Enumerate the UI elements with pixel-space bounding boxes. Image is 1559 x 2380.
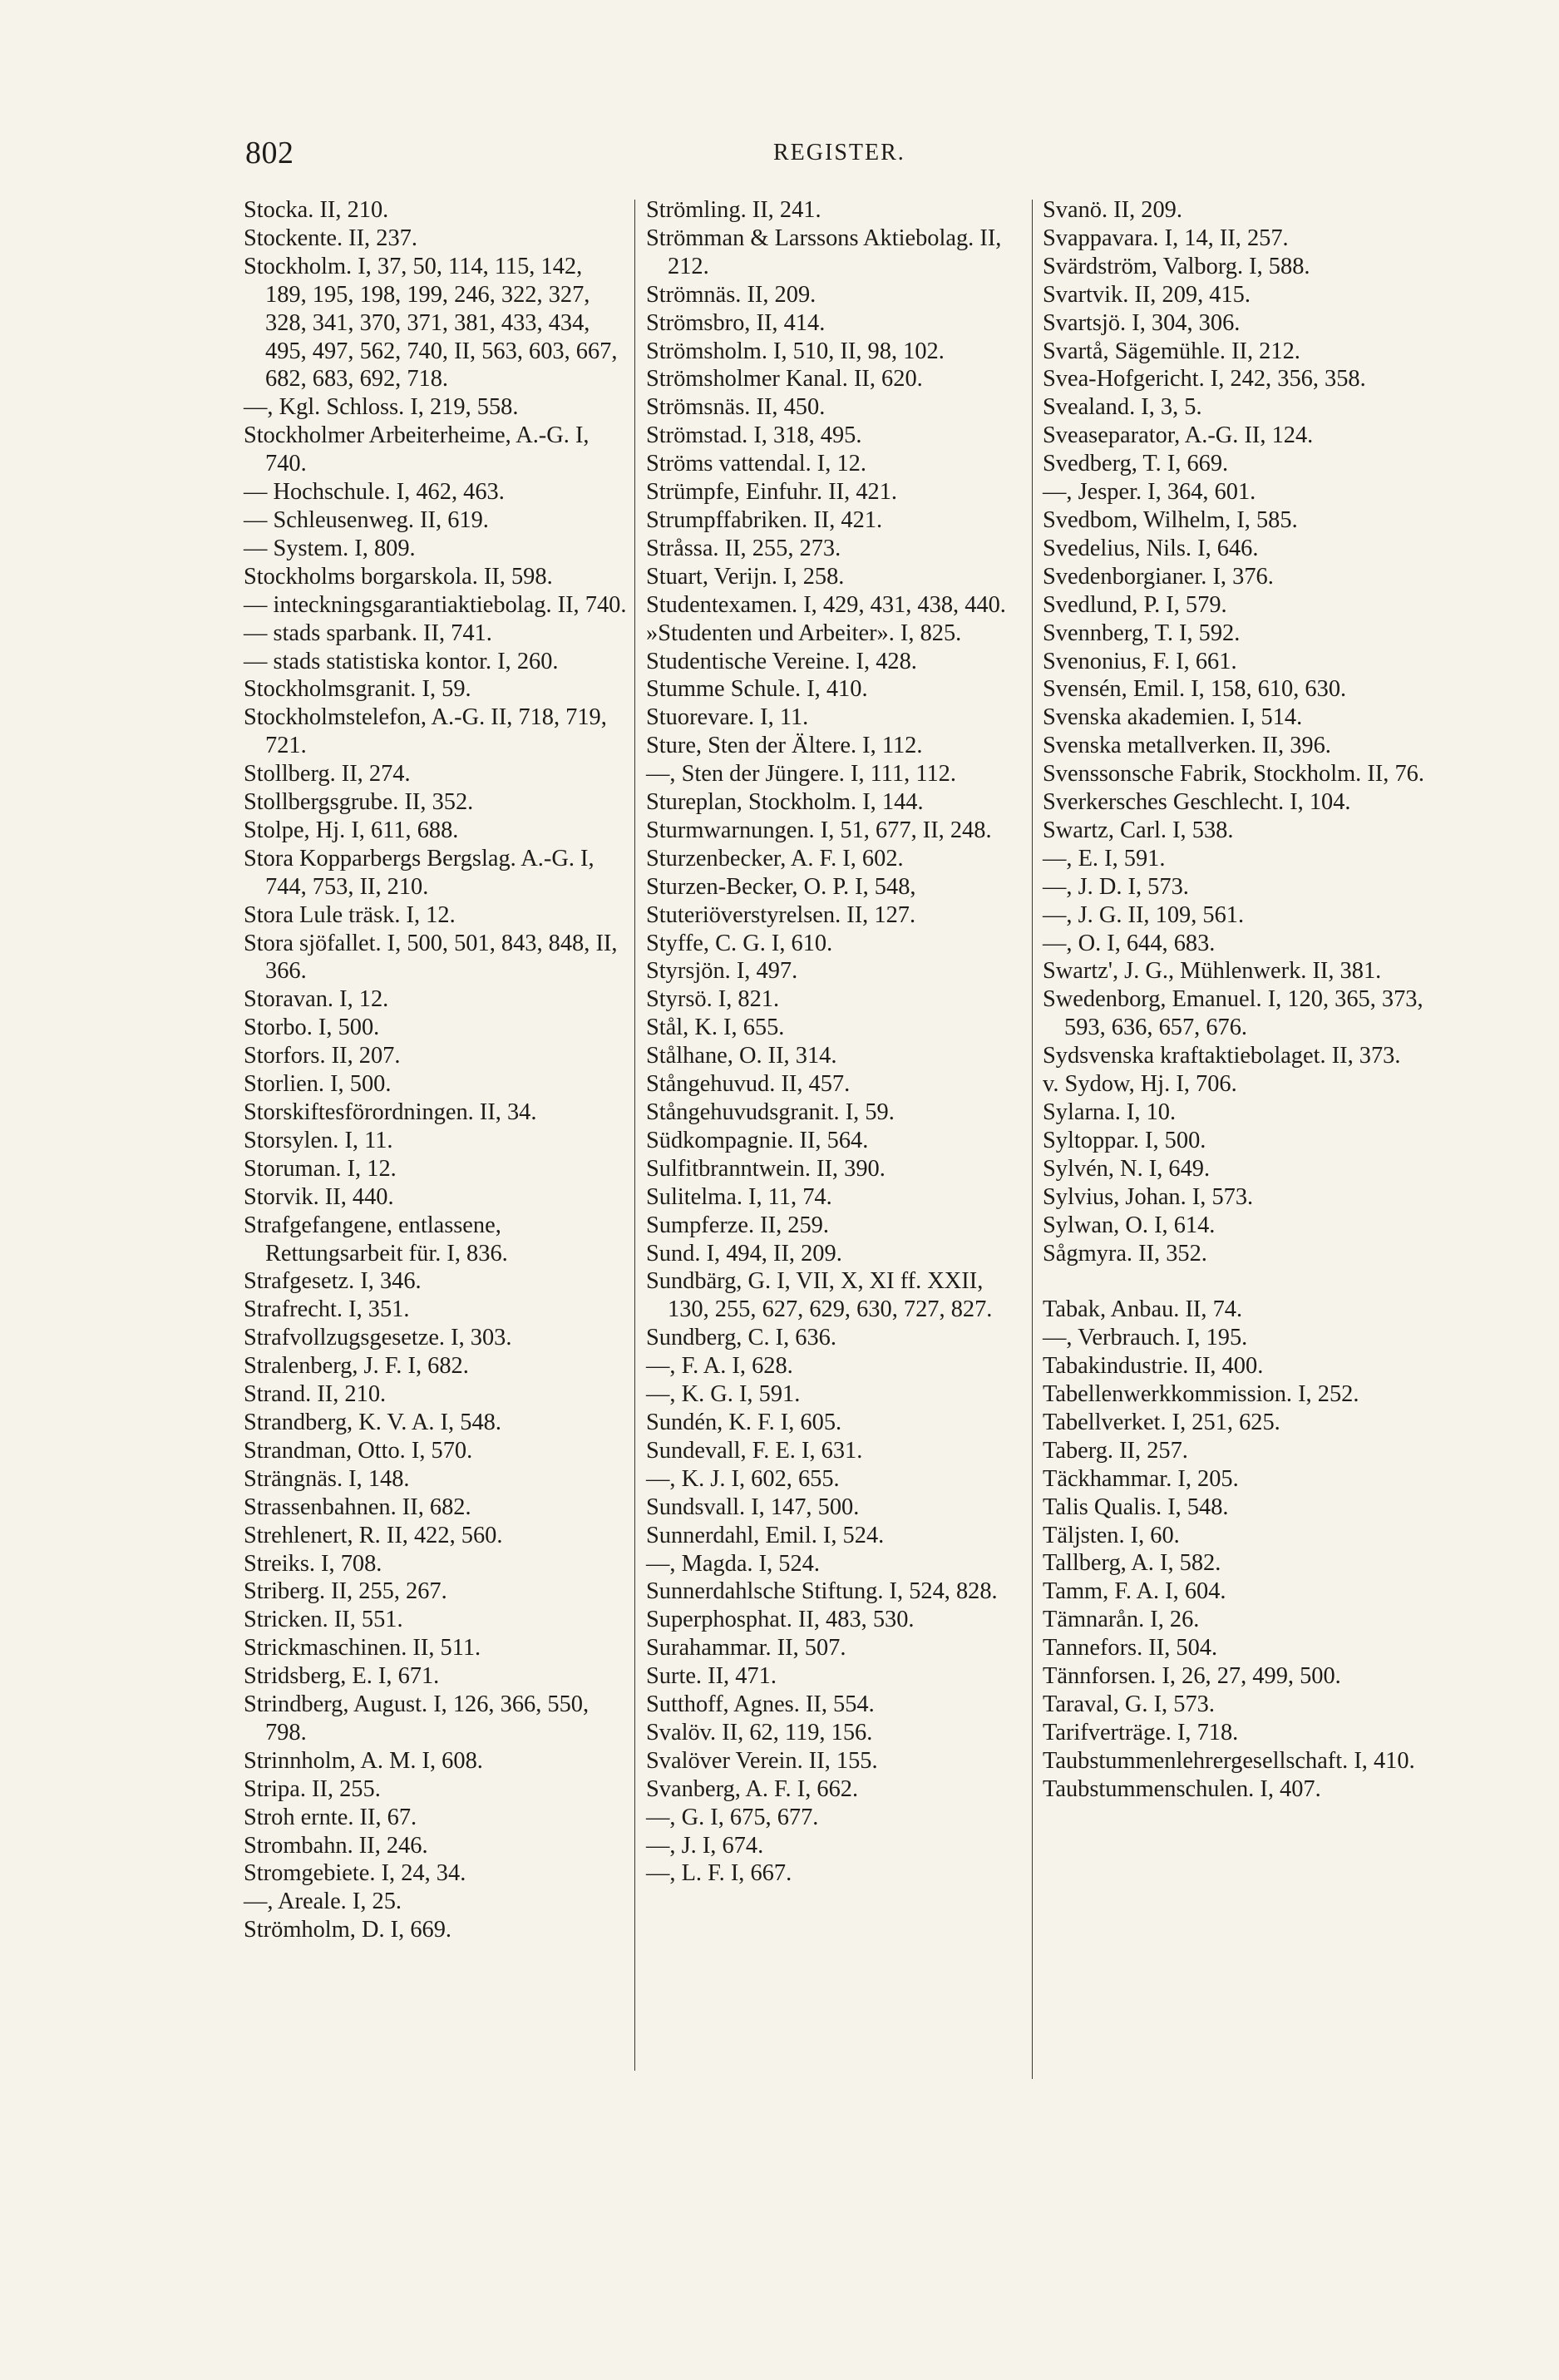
index-entry: Sundén, K. F. I, 605. xyxy=(646,1409,842,1435)
index-entry: Tabellenwerkkommission. I, 252. xyxy=(1043,1381,1359,1408)
index-entry: Strandberg, K. V. A. I, 548. xyxy=(244,1409,501,1435)
index-entry: —, K. J. I, 602, 655. xyxy=(646,1465,840,1492)
index-entry: Stockente. II, 237. xyxy=(244,225,417,251)
index-entry: Tarifverträge. I, 718. xyxy=(1043,1719,1239,1745)
index-entry: Svedenborgianer. I, 376. xyxy=(1043,563,1274,590)
index-entry: Strömling. II, 241. xyxy=(646,197,821,223)
index-entry: Styffe, C. G. I, 610. xyxy=(646,930,833,956)
index-entry: Sylwan, O. I, 614. xyxy=(1043,1212,1216,1238)
index-entry: Sunnerdahl, Emil. I, 524. xyxy=(646,1522,885,1548)
index-entry: Sulfitbranntwein. II, 390. xyxy=(646,1155,886,1182)
index-entry: Studentische Vereine. I, 428. xyxy=(646,648,917,674)
index-entry: Stripa. II, 255. xyxy=(244,1775,381,1802)
index-entry: v. Sydow, Hj. I, 706. xyxy=(1043,1071,1237,1098)
index-entry: Svenska akademien. I, 514. xyxy=(1043,704,1303,731)
index-entry: Storlien. I, 500. xyxy=(244,1071,392,1098)
index-entry: Sumpferze. II, 259. xyxy=(646,1212,829,1238)
index-entry: Strafrecht. I, 351. xyxy=(244,1296,410,1323)
index-entry: Swartz', J. G., Mühlenwerk. II, 381. xyxy=(1043,958,1382,985)
index-entry: Stockholmsgranit. I, 59. xyxy=(244,676,471,703)
index-entry: Strickmaschinen. II, 511. xyxy=(244,1635,481,1662)
index-entry: Superphosphat. II, 483, 530. xyxy=(646,1607,915,1633)
index-entry: Swartz, Carl. I, 538. xyxy=(1043,817,1234,843)
index-entry: Svenonius, F. I, 661. xyxy=(1043,648,1237,674)
index-entry: Tamm, F. A. I, 604. xyxy=(1043,1578,1226,1605)
index-entry: Svartå, Sägemühle. II, 212. xyxy=(1043,338,1300,364)
index-entry: Sverkersches Geschlecht. I, 104. xyxy=(1043,789,1351,816)
index-entry: Svanberg, A. F. I, 662. xyxy=(646,1775,859,1802)
index-entry: Stuorevare. I, 11. xyxy=(646,704,809,731)
index-entry: Täckhammar. I, 205. xyxy=(1043,1465,1239,1492)
index-entry: Tabak, Anbau. II, 74. xyxy=(1043,1296,1243,1323)
index-entry: — stads sparbank. II, 741. xyxy=(244,620,492,646)
index-entry: — Hochschule. I, 462, 463. xyxy=(244,479,505,506)
index-entry: Sulitelma. I, 11, 74. xyxy=(646,1183,832,1210)
index-entry: Stångehuvudsgranit. I, 59. xyxy=(646,1099,895,1125)
index-entry: Surte. II, 471. xyxy=(646,1663,777,1690)
index-entry: Südkompagnie. II, 564. xyxy=(646,1127,869,1153)
index-entry: Sundbärg, G. I, VII, X, XI ff. XXII, 130, 255, 627, 629, 630, 727, 827. xyxy=(646,1268,993,1323)
index-entry: Surahammar. II, 507. xyxy=(646,1635,846,1662)
index-entry: Svedbom, Wilhelm, I, 585. xyxy=(1043,506,1298,533)
index-entry: Stora Lule träsk. I, 12. xyxy=(244,901,456,928)
index-entry: Svärdström, Valborg. I, 588. xyxy=(1043,253,1310,279)
index-entry: —, K. G. I, 591. xyxy=(646,1381,801,1408)
index-entry: — Schleusenweg. II, 619. xyxy=(244,506,489,533)
index-entry: —, L. F. I, 667. xyxy=(646,1860,792,1887)
index-entry: —, Sten der Jüngere. I, 111, 112. xyxy=(646,761,956,788)
index-entry: —, Verbrauch. I, 195. xyxy=(1043,1325,1248,1351)
page-number: 802 xyxy=(245,136,294,170)
index-entry: Sylvén, N. I, 649. xyxy=(1043,1155,1211,1182)
index-entry: Strehlenert, R. II, 422, 560. xyxy=(244,1522,503,1548)
index-entry: Sture, Sten der Ältere. I, 112. xyxy=(646,733,923,759)
index-entry: Strängnäs. I, 148. xyxy=(244,1465,410,1492)
index-entry: Svedberg, T. I, 669. xyxy=(1043,451,1229,477)
index-entry: Strömsnäs. II, 450. xyxy=(646,394,826,421)
index-entry: Stuteriöverstyrelsen. II, 127. xyxy=(646,901,916,928)
index-entry: Styrsö. I, 821. xyxy=(646,986,780,1013)
index-entry: Svartsjö. I, 304, 306. xyxy=(1043,309,1241,336)
index-entry: Strömman & Larssons Aktiebolag. II, 212. xyxy=(646,225,1002,279)
index-column-2 xyxy=(646,196,1030,1888)
index-entry: —, Areale. I, 25. xyxy=(244,1889,402,1915)
index-entry: Svennberg, T. I, 592. xyxy=(1043,620,1241,646)
index-entry: —, G. I, 675, 677. xyxy=(646,1804,819,1830)
index-entry: Stumme Schule. I, 410. xyxy=(646,676,868,703)
index-entry: —, J. D. I, 573. xyxy=(1043,873,1189,900)
index-entry: Tännforsen. I, 26, 27, 499, 500. xyxy=(1043,1663,1341,1690)
index-entry: Svalöv. II, 62, 119, 156. xyxy=(646,1719,873,1745)
index-entry: Stromgebiete. I, 24, 34. xyxy=(244,1860,466,1887)
index-entry: Sveaseparator, A.-G. II, 124. xyxy=(1043,422,1314,449)
index-column-3 xyxy=(1043,196,1429,1804)
index-entry: Strömsholmer Kanal. II, 620. xyxy=(646,366,923,393)
index-entry: —, F. A. I, 628. xyxy=(646,1353,793,1380)
index-entry: — System. I, 809. xyxy=(244,535,416,561)
index-entry: Svedlund, P. I, 579. xyxy=(1043,591,1227,618)
index-entry: Tabakindustrie. II, 400. xyxy=(1043,1353,1264,1380)
index-entry: —, Kgl. Schloss. I, 219, 558. xyxy=(244,394,519,421)
index-entry: Ströms vattendal. I, 12. xyxy=(646,451,866,477)
index-entry: Stridsberg, E. I, 671. xyxy=(244,1663,440,1690)
index-entry: Strandman, Otto. I, 570. xyxy=(244,1437,473,1464)
index-entry: Svappavara. I, 14, II, 257. xyxy=(1043,225,1289,251)
index-entry: Svanö. II, 209. xyxy=(1043,197,1182,223)
index-entry: Storskiftesförordningen. II, 34. xyxy=(244,1099,537,1125)
index-column-1 xyxy=(244,196,628,1944)
index-entry: Stuart, Verijn. I, 258. xyxy=(646,563,845,590)
index-entry: Storbo. I, 500. xyxy=(244,1015,380,1041)
index-entry: Strömsholm. I, 510, II, 98, 102. xyxy=(646,338,945,364)
index-entry: Taraval, G. I, 573. xyxy=(1043,1691,1215,1718)
index-entry: — inteckningsgarantiaktiebolag. II, 740. xyxy=(244,591,627,618)
index-entry: Strümpfe, Einfuhr. II, 421. xyxy=(646,479,897,506)
index-entry: Stroh ernte. II, 67. xyxy=(244,1804,417,1830)
index-entry: Stockholmer Arbeiterheime, A.-G. I, 740. xyxy=(244,422,590,477)
index-entry: Svartvik. II, 209, 415. xyxy=(1043,281,1251,308)
index-entry: Taubstummenschulen. I, 407. xyxy=(1043,1775,1321,1802)
index-entry: Stollbergsgrube. II, 352. xyxy=(244,789,474,816)
index-entry: Tannefors. II, 504. xyxy=(1043,1635,1218,1662)
column-divider xyxy=(1032,200,1033,2079)
index-entry: Stureplan, Stockholm. I, 144. xyxy=(646,789,924,816)
index-entry: Sturzenbecker, A. F. I, 602. xyxy=(646,845,904,872)
index-entry: Syltoppar. I, 500. xyxy=(1043,1127,1206,1153)
index-entry: Tallberg, A. I, 582. xyxy=(1043,1550,1221,1577)
index-entry: Täljsten. I, 60. xyxy=(1043,1522,1180,1548)
index-entry: Sundsvall. I, 147, 500. xyxy=(646,1494,860,1520)
index-entry: Strombahn. II, 246. xyxy=(244,1832,428,1859)
index-entry: Storvik. II, 440. xyxy=(244,1183,394,1210)
index-entry: Streiks. I, 708. xyxy=(244,1550,382,1577)
index-entry: Stocka. II, 210. xyxy=(244,197,389,223)
index-entry: Strömholm, D. I, 669. xyxy=(244,1917,451,1943)
column-divider xyxy=(634,200,635,2071)
index-entry: Stångehuvud. II, 457. xyxy=(646,1071,851,1098)
index-entry: Svalöver Verein. II, 155. xyxy=(646,1747,878,1774)
index-entry: Stora sjöfallet. I, 500, 501, 843, 848, II, 366. xyxy=(244,930,618,985)
index-entry: »Studenten und Arbeiter». I, 825. xyxy=(646,620,962,646)
index-entry: Sutthoff, Agnes. II, 554. xyxy=(646,1691,875,1718)
index-entry: Strassenbahnen. II, 682. xyxy=(244,1494,471,1520)
index-entry: Svedelius, Nils. I, 646. xyxy=(1043,535,1259,561)
index-entry: Sturzen-Becker, O. P. I, 548, xyxy=(646,873,916,900)
running-title: REGISTER. xyxy=(773,140,905,165)
index-entry: Svenska metallverken. II, 396. xyxy=(1043,733,1331,759)
index-entry: Stricken. II, 551. xyxy=(244,1607,403,1633)
index-entry: Stora Kopparbergs Bergslag. A.-G. I, 744, 753, II, 210. xyxy=(244,845,594,900)
index-entry: Sturmwarnungen. I, 51, 677, II, 248. xyxy=(646,817,992,843)
index-entry: Strinnholm, A. M. I, 608. xyxy=(244,1747,483,1774)
index-entry: Sundberg, C. I, 636. xyxy=(646,1325,836,1351)
index-entry: Stål, K. I, 655. xyxy=(646,1015,785,1041)
index-entry: Tämnarån. I, 26. xyxy=(1043,1607,1200,1633)
index-entry: Sydsvenska kraftaktiebolaget. II, 373. xyxy=(1043,1043,1401,1069)
index-entry: Strömstad. I, 318, 495. xyxy=(646,422,862,449)
index-entry: —, O. I, 644, 683. xyxy=(1043,930,1216,956)
index-entry: Strindberg, August. I, 126, 366, 550, 798. xyxy=(244,1691,590,1745)
index-entry: Sund. I, 494, II, 209. xyxy=(646,1240,842,1267)
index-entry: Storsylen. I, 11. xyxy=(244,1127,393,1153)
index-entry: Striberg. II, 255, 267. xyxy=(244,1578,447,1605)
index-entry: —, Magda. I, 524. xyxy=(646,1550,820,1577)
index-entry: Svea-Hofgericht. I, 242, 356, 358. xyxy=(1043,366,1366,393)
index-entry: Sylvius, Johan. I, 573. xyxy=(1043,1183,1254,1210)
index-entry: Sunnerdahlsche Stiftung. I, 524, 828. xyxy=(646,1578,998,1605)
index-entry: Stockholmstelefon, A.-G. II, 718, 719, 721. xyxy=(244,704,607,759)
index-entry: —, J. I, 674. xyxy=(646,1832,764,1859)
index-entry: Strafgefangene, entlassene, Rettungsarbeit für. I, 836. xyxy=(244,1212,508,1267)
index-entry: Svealand. I, 3, 5. xyxy=(1043,394,1202,421)
index-entry: Talis Qualis. I, 548. xyxy=(1043,1494,1229,1520)
index-entry: Strafgesetz. I, 346. xyxy=(244,1268,422,1295)
index-entry: —, Jesper. I, 364, 601. xyxy=(1043,479,1256,506)
index-entry: Svenssonsche Fabrik, Stockholm. II, 76. xyxy=(1043,761,1424,788)
index-entry: Strand. II, 210. xyxy=(244,1381,387,1408)
index-entry: Strömsbro, II, 414. xyxy=(646,309,826,336)
index-entry: Stålhane, O. II, 314. xyxy=(646,1043,837,1069)
index-entry: Studentexamen. I, 429, 431, 438, 440. xyxy=(646,591,1006,618)
index-entry: Storavan. I, 12. xyxy=(244,986,389,1013)
index-entry: Strafvollzugsgesetze. I, 303. xyxy=(244,1325,512,1351)
index-entry: Storfors. II, 207. xyxy=(244,1043,401,1069)
index-entry: Tabellverket. I, 251, 625. xyxy=(1043,1409,1280,1435)
index-entry: Stollberg. II, 274. xyxy=(244,761,411,788)
index-entry: Sågmyra. II, 352. xyxy=(1043,1240,1207,1267)
index-entry: Stockholms borgarskola. II, 598. xyxy=(244,563,553,590)
index-entry: Strumpffabriken. II, 421. xyxy=(646,506,883,533)
index-entry: Strömnäs. II, 209. xyxy=(646,281,817,308)
index-entry: Styrsjön. I, 497. xyxy=(646,958,798,985)
index-entry: —, J. G. II, 109, 561. xyxy=(1043,901,1245,928)
index-entry: Storuman. I, 12. xyxy=(244,1155,397,1182)
index-entry: Swedenborg, Emanuel. I, 120, 365, 373, 593, 636, 657, 676. xyxy=(1043,986,1423,1041)
index-entry: Svensén, Emil. I, 158, 610, 630. xyxy=(1043,676,1347,703)
index-entry: Sundevall, F. E. I, 631. xyxy=(646,1437,863,1464)
index-entry: Stockholm. I, 37, 50, 114, 115, 142, 189, 195, 198, 199, 246, 322, 327, 328, 341, 370, 371, 381, 433, 434, 495, 497, 562, 740, II, 563, 603, 667, 682, 683, 692, 718. xyxy=(244,253,618,393)
index-entry: Stolpe, Hj. I, 611, 688. xyxy=(244,817,459,843)
index-entry: Taubstummenlehrergesellschaft. I, 410. xyxy=(1043,1747,1415,1774)
index-entry: — stads statistiska kontor. I, 260. xyxy=(244,648,559,674)
index-entry: Stralenberg, J. F. I, 682. xyxy=(244,1353,469,1380)
index-entry: Sylarna. I, 10. xyxy=(1043,1099,1177,1125)
index-entry: —, E. I, 591. xyxy=(1043,845,1166,872)
index-entry: Taberg. II, 257. xyxy=(1043,1437,1188,1464)
index-entry: Stråssa. II, 255, 273. xyxy=(646,535,841,561)
